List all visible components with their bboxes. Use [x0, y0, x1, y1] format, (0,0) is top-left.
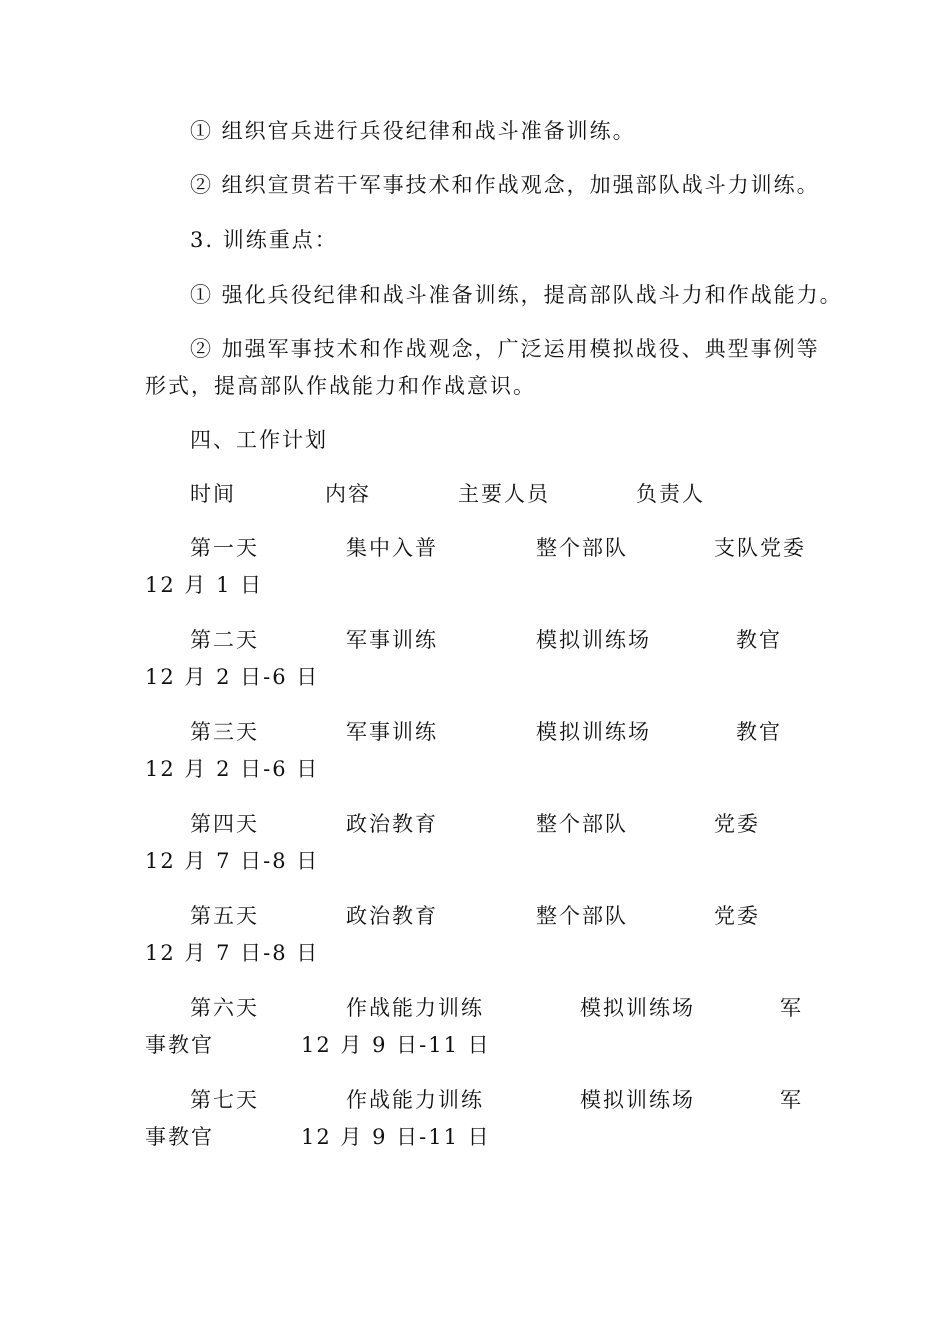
row-date: 12 月 2 日-6 日 [145, 665, 320, 689]
paragraph-item-1: ① 组织官兵进行兵役纪律和战斗准备训练。 [190, 119, 636, 143]
row-leader: 党委 [714, 812, 760, 836]
paragraph-item-2: ② 组织宣贯若干军事技术和作战观念，加强部队战斗力训练。 [190, 173, 820, 197]
row-content: 军事训练 [346, 628, 438, 652]
row-content: 政治教育 [346, 812, 438, 836]
row-leader-cont: 事教官 [145, 1125, 214, 1149]
row-date: 12 月 9 日-11 日 [301, 1125, 491, 1149]
row-day: 第五天 [190, 904, 259, 928]
row-content: 作战能力训练 [346, 996, 484, 1020]
header-time: 时间 [190, 482, 236, 506]
row-personnel: 整个部队 [536, 536, 628, 560]
row-day: 第一天 [190, 536, 259, 560]
row-personnel: 模拟训练场 [536, 720, 651, 744]
paragraph-focus-1: ① 强化兵役纪律和战斗准备训练，提高部队战斗力和作战能力。 [190, 283, 843, 307]
row-content: 军事训练 [346, 720, 438, 744]
header-leader: 负责人 [636, 482, 705, 506]
row-leader: 党委 [714, 904, 760, 928]
row-date: 12 月 9 日-11 日 [301, 1033, 491, 1057]
row-day: 第二天 [190, 628, 259, 652]
row-date: 12 月 1 日 [145, 573, 264, 597]
row-content: 作战能力训练 [346, 1088, 484, 1112]
row-leader: 军 [780, 1088, 803, 1112]
row-leader: 支队党委 [714, 536, 806, 560]
row-content: 政治教育 [346, 904, 438, 928]
row-date: 12 月 7 日-8 日 [145, 849, 320, 873]
header-content: 内容 [325, 482, 371, 506]
paragraph-focus-2: ② 加强军事技术和作战观念，广泛运用模拟战役、典型事例等 [190, 337, 820, 361]
row-content: 集中入普 [346, 536, 438, 560]
row-date: 12 月 7 日-8 日 [145, 941, 320, 965]
paragraph-focus-2-cont: 形式，提高部队作战能力和作战意识。 [145, 374, 536, 398]
row-personnel: 模拟训练场 [580, 996, 695, 1020]
row-leader: 教官 [736, 720, 782, 744]
section-heading-training-focus: 3. 训练重点： [190, 228, 338, 252]
row-day: 第六天 [190, 996, 259, 1020]
row-leader-cont: 事教官 [145, 1033, 214, 1057]
row-day: 第四天 [190, 812, 259, 836]
row-day: 第三天 [190, 720, 259, 744]
row-leader: 军 [780, 996, 803, 1020]
row-day: 第七天 [190, 1088, 259, 1112]
row-leader: 教官 [736, 628, 782, 652]
row-personnel: 整个部队 [536, 904, 628, 928]
row-date: 12 月 2 日-6 日 [145, 757, 320, 781]
row-personnel: 模拟训练场 [580, 1088, 695, 1112]
row-personnel: 整个部队 [536, 812, 628, 836]
section-heading-work-plan: 四、工作计划 [190, 428, 328, 452]
row-personnel: 模拟训练场 [536, 628, 651, 652]
header-personnel: 主要人员 [458, 482, 550, 506]
